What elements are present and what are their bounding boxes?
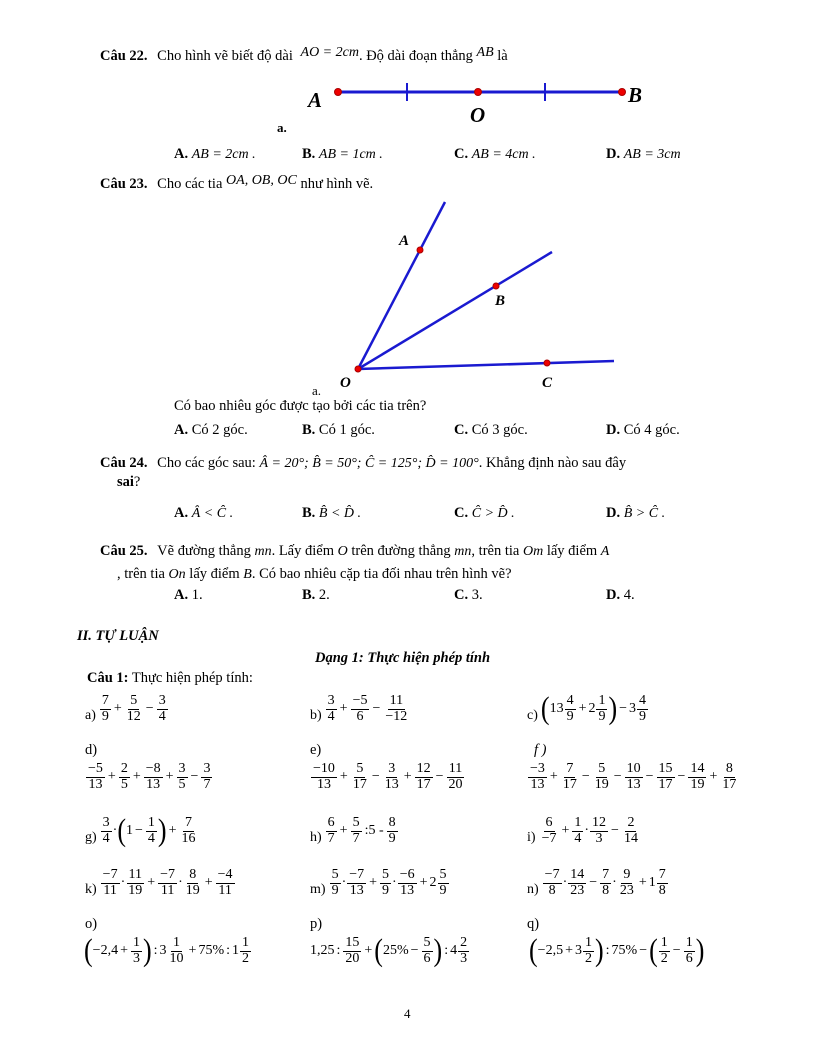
section-heading: II. TỰ LUẬN bbox=[77, 628, 159, 644]
point-c bbox=[544, 360, 550, 366]
label-q: q) bbox=[527, 916, 540, 932]
expr-a: a) $\frac{7}{9}$ + $\frac{5}{12}$ − $\frac{3}{4}$ bbox=[85, 693, 166, 724]
svg-text:A: A bbox=[399, 233, 410, 249]
expr-i: i) $\frac{6}{-7}$ + $\frac{1}{4}$ · $\frac{12}{3}$ − $\frac{2}{14}$ bbox=[527, 815, 638, 846]
q22-figure bbox=[300, 78, 660, 128]
point-b bbox=[619, 89, 626, 96]
q23-figure bbox=[330, 195, 630, 395]
cau1-stem: Câu 1: Thực hiện phép tính: bbox=[87, 670, 253, 686]
expr-k: k) $\frac{-7}{11}$ · $\frac{11}{19}$ + $\frac{-7}{11}$ · $\frac{8}{19}$ + $\frac{-4}{11}$ bbox=[85, 867, 233, 898]
svg-text:O: O bbox=[340, 375, 351, 391]
expr-b: b) $\frac{3}{4}$ + $\frac{-5}{6}$ − $\frac{11}{-12}$ bbox=[310, 693, 408, 724]
q23-stem: Câu 23. Cho các tia OA, OB, OC như hình vẽ. bbox=[100, 173, 374, 192]
q24-stem-line2: sai? bbox=[117, 474, 141, 490]
expr-o: ( −2,4 + $\frac{1}{3}$ ) : 3 $\frac{1}{10}$ + 75% : 1 $\frac{1}{2}$ bbox=[84, 933, 250, 968]
svg-text:A: A bbox=[308, 88, 323, 112]
expr-g: g) $\frac{3}{4}$ · ( 1 − $\frac{1}{4}$ ) + $\frac{7}{16}$ bbox=[85, 813, 196, 848]
expr-h: h) $\frac{6}{7}$ + $\frac{5}{7}$ :5 - $\frac{8}{9}$ bbox=[310, 815, 396, 846]
expr-q: ( −2,5 + 3 $\frac{1}{2}$ ) : 75% − ( $\frac{1}{2}$ − $\frac{1}{6}$ ) bbox=[529, 933, 705, 968]
label-e: e) bbox=[310, 742, 322, 758]
expr-c: c) ( 13 $\frac{4}{9}$ + 2 $\frac{1}{9}$ ) − 3 $\frac{4}{9}$ bbox=[527, 691, 647, 726]
q22-stem: Câu 22. Cho hình vẽ biết độ dài AO = 2cm. Độ dài đoạn thẳng AB là bbox=[100, 45, 508, 64]
stray-label: a. bbox=[277, 120, 287, 135]
subsection-heading: Dạng 1: Thực hiện phép tính bbox=[315, 650, 491, 666]
point-a bbox=[335, 89, 342, 96]
stray-label: a. bbox=[312, 383, 322, 398]
label-f: f ) bbox=[534, 742, 547, 758]
svg-text:C: C bbox=[542, 375, 553, 391]
q23-question: Có bao nhiêu góc được tạo bởi các tia trên? bbox=[174, 398, 427, 414]
point-o bbox=[475, 89, 482, 96]
point-a bbox=[417, 247, 423, 253]
label-d: d) bbox=[85, 742, 98, 758]
point-o bbox=[355, 366, 361, 372]
q25-stem: Câu 25. Vẽ đường thẳng mn. Lấy điểm O trên đường thẳng mn, trên tia Om lấy điểm A bbox=[100, 543, 610, 559]
expr-p: 1,25 : $\frac{15}{20}$ + ( 25% − $\frac{5}{6}$ ) : 4 $\frac{2}{3}$ bbox=[310, 933, 468, 968]
page-number: 4 bbox=[404, 1006, 411, 1021]
q24-stem: Câu 24. Cho các góc sau: Â = 20°; B̂ = 50°; Ĉ = 125°; D̂ = 100°. Khẳng định nào sau đây bbox=[100, 455, 627, 471]
point-b bbox=[493, 283, 499, 289]
svg-text:B: B bbox=[628, 83, 643, 107]
svg-text:O: O bbox=[470, 103, 486, 127]
expr-d: $\frac{-5}{13}$ + $\frac{2}{5}$ + $\frac{-8}{13}$ + $\frac{3}{5}$ − $\frac{3}{7}$ bbox=[88, 761, 211, 792]
q25-stem-line2: , trên tia On lấy điểm B. Có bao nhiêu cặp tia đối nhau trên hình vẽ? bbox=[117, 566, 512, 582]
expr-e: $\frac{-10}{13}$ + $\frac{5}{17}$ − $\frac{3}{13}$ + $\frac{12}{17}$ − $\frac{11}{20}$ bbox=[313, 761, 463, 792]
svg-text:B: B bbox=[495, 293, 506, 309]
expr-f: $\frac{-3}{13}$ + $\frac{7}{17}$ − $\frac{5}{19}$ − $\frac{10}{13}$ − $\frac{15}{17}$ − $\frac{14}{19}$ + $\frac{8}{17}$ bbox=[530, 761, 737, 792]
expr-m: m) $\frac{5}{9}$ · $\frac{-7}{13}$ + $\frac{5}{9}$ · $\frac{-6}{13}$ + 2 $\frac{5}{9}$ bbox=[310, 867, 447, 898]
label-p: p) bbox=[310, 916, 323, 932]
expr-n: n) $\frac{-7}{8}$ · $\frac{14}{23}$ − $\frac{7}{8}$ · $\frac{9}{23}$ + 1 $\frac{7}{8}$ bbox=[527, 867, 666, 898]
label-o: o) bbox=[85, 916, 98, 932]
